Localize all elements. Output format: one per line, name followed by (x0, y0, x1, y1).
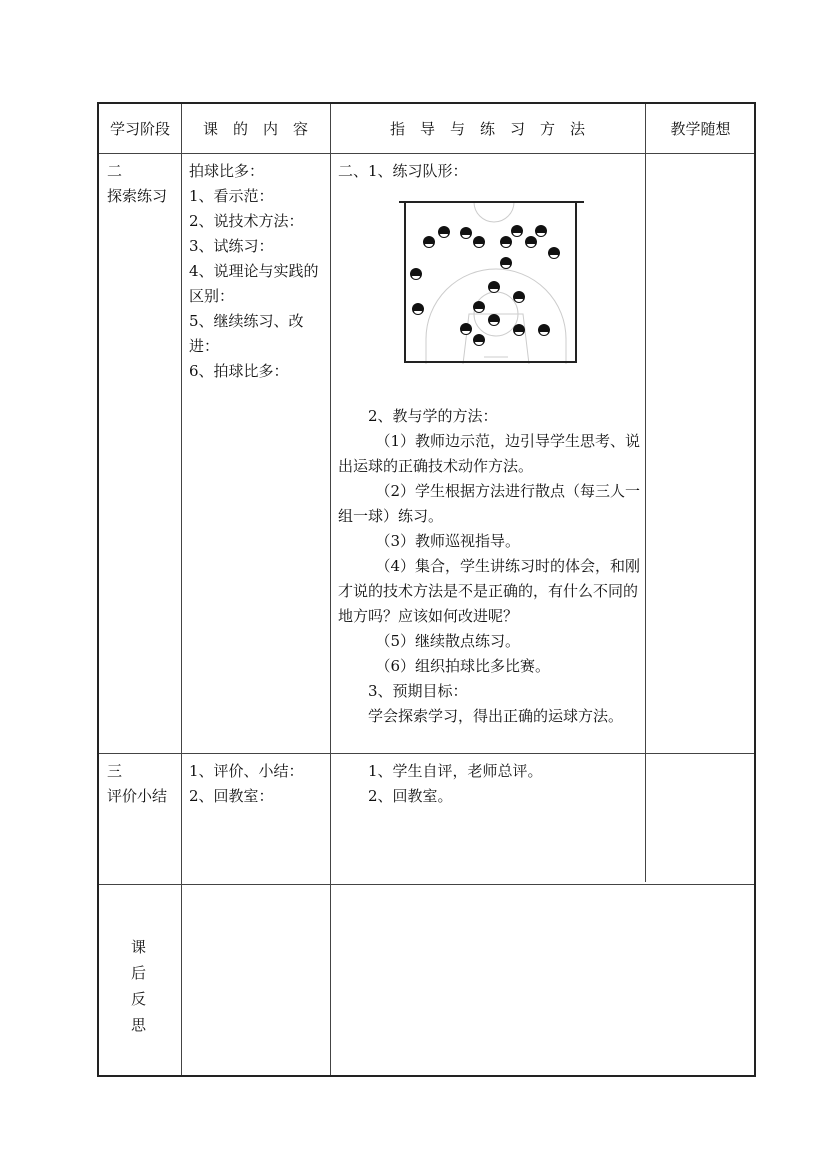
content-cell: 拍球比多： 1、看示范： 2、说技术方法： 3、试练习： 4、说理论与实践的区别： 5、继续练习、改进： 6、拍球比多： (189, 162, 319, 380)
method-text: 2、教与学的方法： （1）教师边示范，边引导学生思考、说出运球的正确技术动作方法。 （2）学生根据方法进行散点（每三人一组一球）练习。 （3）教师巡视指导。 （4）集合，学生讲练习时的体会，和刚才说的技术方法是不是正确的，有什么不同的地方吗？应该如何改进呢？ （5）继续散点练习。 （6）组织拍球比多比赛。 3、预期目标： 学会探索学习，得出正确的运球方法。 (338, 407, 641, 725)
method-cell (338, 159, 640, 184)
stage-cell-3: 三 评价小结 (107, 762, 168, 805)
content-cell-3: 1、评价、小结： 2、回教室： (189, 762, 304, 805)
stage-number: 二 (107, 162, 123, 180)
court-formation-diagram (399, 199, 584, 369)
reflection-content[interactable] (183, 886, 754, 1075)
header-method: 指 导 与 练 习 方 法 (389, 120, 585, 138)
header-stage: 学习阶段 (109, 120, 170, 138)
reflection-label: 课 后 反 思 (131, 938, 147, 1034)
stage-cell (107, 159, 181, 209)
method-cell-3: 1、学生自评，老师总评。 2、回教室。 (368, 762, 543, 805)
lesson-table (97, 102, 756, 1077)
stage-name: 探索练习 (107, 187, 168, 205)
header-content: 课 的 内 容 (202, 120, 308, 138)
formation-title: 二、1、练习队形： (338, 162, 468, 180)
header-notes: 教学随想 (670, 120, 731, 138)
